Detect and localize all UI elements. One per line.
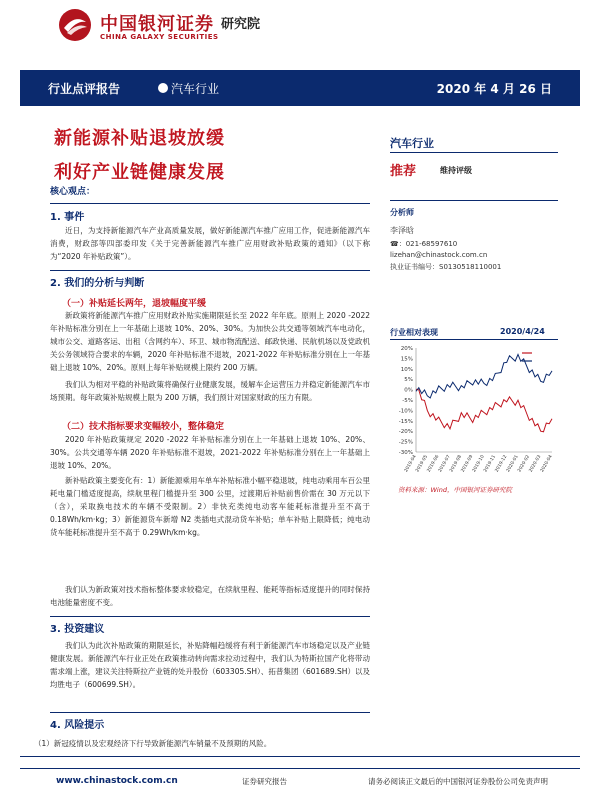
recommendation: 推荐	[390, 164, 417, 179]
analyst-label: 分析师	[390, 208, 414, 217]
report-type-bar	[20, 70, 580, 106]
x-tick-label: 2019-05	[415, 454, 430, 474]
analyst-phone: ☎：021-68597610	[390, 240, 458, 248]
section-heading-4: 4. 风险提示	[50, 720, 105, 731]
sidebar-industry: 汽车行业	[390, 137, 434, 150]
footer-divider	[20, 768, 580, 769]
page-header	[0, 0, 600, 70]
x-tick-label: 2019-11	[483, 454, 498, 474]
sidebar-divider	[390, 152, 558, 153]
institute-label: 研究院	[221, 17, 261, 32]
risk-item: （1）新冠疫情以及宏观经济下行导致新能源汽车销量不及预期的风险。	[34, 739, 272, 748]
analyst-license: 执业证书编号：S0130518110001	[390, 263, 502, 271]
paragraph: 2020 年补贴政策规定 2020 -2022 年补贴标准分别在上一年基础上退坡 10%、20%、30%。公共交通等车辆 2020 年补贴标准不退坡，2021-2022 年补贴标准分别在上一年基础上退坡 10%、20%。	[50, 435, 370, 470]
chart-source: 资料来源：Wind，中国银河证券研究院	[398, 486, 512, 494]
y-tick-label: 15%	[400, 356, 413, 363]
sidebar-divider	[390, 200, 558, 201]
bullet-icon	[158, 83, 168, 93]
industry-tag: 汽车行业	[171, 82, 220, 96]
section-heading-3: 3. 投资建议	[50, 624, 105, 635]
section-divider	[50, 616, 370, 617]
x-tick-label: 2020-03	[528, 454, 543, 474]
paragraph: 新政策将新能源汽车推广应用财政补贴实施期限延长至 2022 年年底。原则上 2020 -2022 年补贴标准分别在上一年基础上退坡 10%、20%、30%。为加快公共交通等领域汽车电动化，城市公交、道路客运、出租（含网约车）、环卫、城市物流配送、邮政快递、民航机场以及党政机关公务领域符合要求的车辆，2020 年补贴标准不退坡，2021-2022 年补贴标准分别在上一年基础上退坡 10%、20%。原则上每年补贴规模上限约 200 万辆。	[50, 311, 370, 372]
paragraph: 我们认为相对平稳的补贴政策将确保行业健康发展，缓解车企运营压力并稳定新能源汽车市场预期。每年政策补贴规模上限为 200 万辆，我们预计对国家财政的压力有限。	[50, 380, 370, 402]
report-title-line1: 新能源补贴退坡放缓	[54, 128, 225, 149]
relative-performance-chart	[390, 340, 560, 480]
brand-name: 中国银河证券	[100, 14, 214, 35]
section-heading-2: 2. 我们的分析与判断	[50, 278, 145, 289]
x-tick-label: 2019-08	[449, 454, 464, 474]
section-divider	[50, 203, 370, 204]
subsection-heading-2: （二）技术指标要求变幅较小，整体稳定	[62, 422, 225, 432]
x-tick-label: 2019-12	[494, 454, 509, 474]
section-divider	[50, 712, 370, 713]
galaxy-logo-icon	[58, 8, 92, 42]
x-tick-label: 2020-01	[505, 454, 520, 474]
y-tick-label: -15%	[398, 418, 413, 425]
series-line-0	[416, 389, 552, 432]
brand-name-en: CHINA GALAXY SECURITIES	[100, 33, 219, 41]
page-footer	[0, 770, 600, 800]
rating-note: 维持评级	[440, 166, 472, 175]
y-tick-label: 10%	[400, 366, 413, 373]
x-tick-label: 2019-06	[426, 454, 441, 474]
y-tick-label: -20%	[398, 429, 413, 436]
y-tick-label: -25%	[398, 439, 413, 446]
core-view-label: 核心观点：	[50, 187, 96, 197]
section-heading-1: 1. 事件	[50, 212, 85, 223]
y-tick-label: -5%	[402, 398, 413, 404]
performance-date: 2020/4/24	[500, 327, 545, 336]
analyst-email: lizehan@chinastock.com.cn	[390, 251, 488, 259]
x-tick-label: 2019-04	[403, 454, 418, 474]
paragraph: 近日，为支持新能源汽车产业高质量发展，做好新能源汽车推广应用工作，促进新能源汽车消费，财政部等四部委印发《关于完善新能源汽车推广应用财政补贴政策的通知》（以下称为“2020 年补贴政策”）。	[50, 226, 370, 261]
footer-disclaimer: 请务必阅读正文最后的中国银河证券股份公司免责声明	[368, 777, 548, 786]
subsection-heading-1: （一）补贴延长两年，退坡幅度平缓	[62, 299, 207, 309]
risk-divider	[20, 756, 580, 757]
y-tick-label: -10%	[398, 408, 413, 415]
footer-url[interactable]: www.chinastock.com.cn	[56, 776, 178, 786]
x-tick-label: 2020-04	[539, 454, 554, 474]
paragraph: 我们认为新政策对技术指标整体要求较稳定，在续航里程、能耗等指标适度提升的同时保持电池能量密度不变。	[50, 585, 370, 607]
paragraph: 我们认为此次补贴政策的期限延长，补贴降幅趋缓将有利于新能源汽车市场稳定以及产业链健康发展。新能源汽车行业正处在政策推动转向需求拉动过程中，我们认为特斯拉国产化将带动需求端上涨，建议关注特斯拉产业链的处升股份（603305.SH）、拓普集团（601689.SH）以及均胜电子（600699.SH）。	[50, 641, 370, 689]
analyst-name: 李泽晗	[390, 226, 414, 235]
y-tick-label: 5%	[404, 377, 413, 384]
y-tick-label: -30%	[398, 450, 413, 456]
y-tick-label: 0%	[404, 387, 413, 394]
paragraph: 新补贴政策主要变化有：1）新能源乘用车单车补贴标准小幅平稳退坡，纯电动乘用车百公里耗电量门槛适度提高，续航里程门槛提升至 300 公里，过渡期后补贴前售价需在 30 万元以下（含），采取换电技术的车辆不受限制。2）非快充类纯电动客车能耗标准提升至不高于 0.18Wh/km·kg；3）新能源货车新增 N2 类插电式混动货车补贴；单车补贴上限降低；纯电动货车能耗标准提升至不高于 0.29Wh/km·kg。	[50, 476, 370, 537]
section-divider	[50, 270, 370, 271]
footer-report-label: 证券研究报告	[242, 777, 287, 786]
y-tick-label: 20%	[400, 346, 413, 352]
x-tick-label: 2019-07	[437, 454, 452, 474]
performance-label: 行业相对表现	[390, 328, 438, 337]
x-tick-label: 2019-09	[460, 454, 475, 474]
report-title-line2: 利好产业链健康发展	[54, 162, 225, 183]
x-tick-label: 2019-10	[471, 454, 486, 474]
x-tick-label: 2020-02	[517, 454, 532, 474]
report-type: 行业点评报告	[48, 82, 121, 96]
report-date: 2020 年 4 月 26 日	[436, 82, 552, 96]
